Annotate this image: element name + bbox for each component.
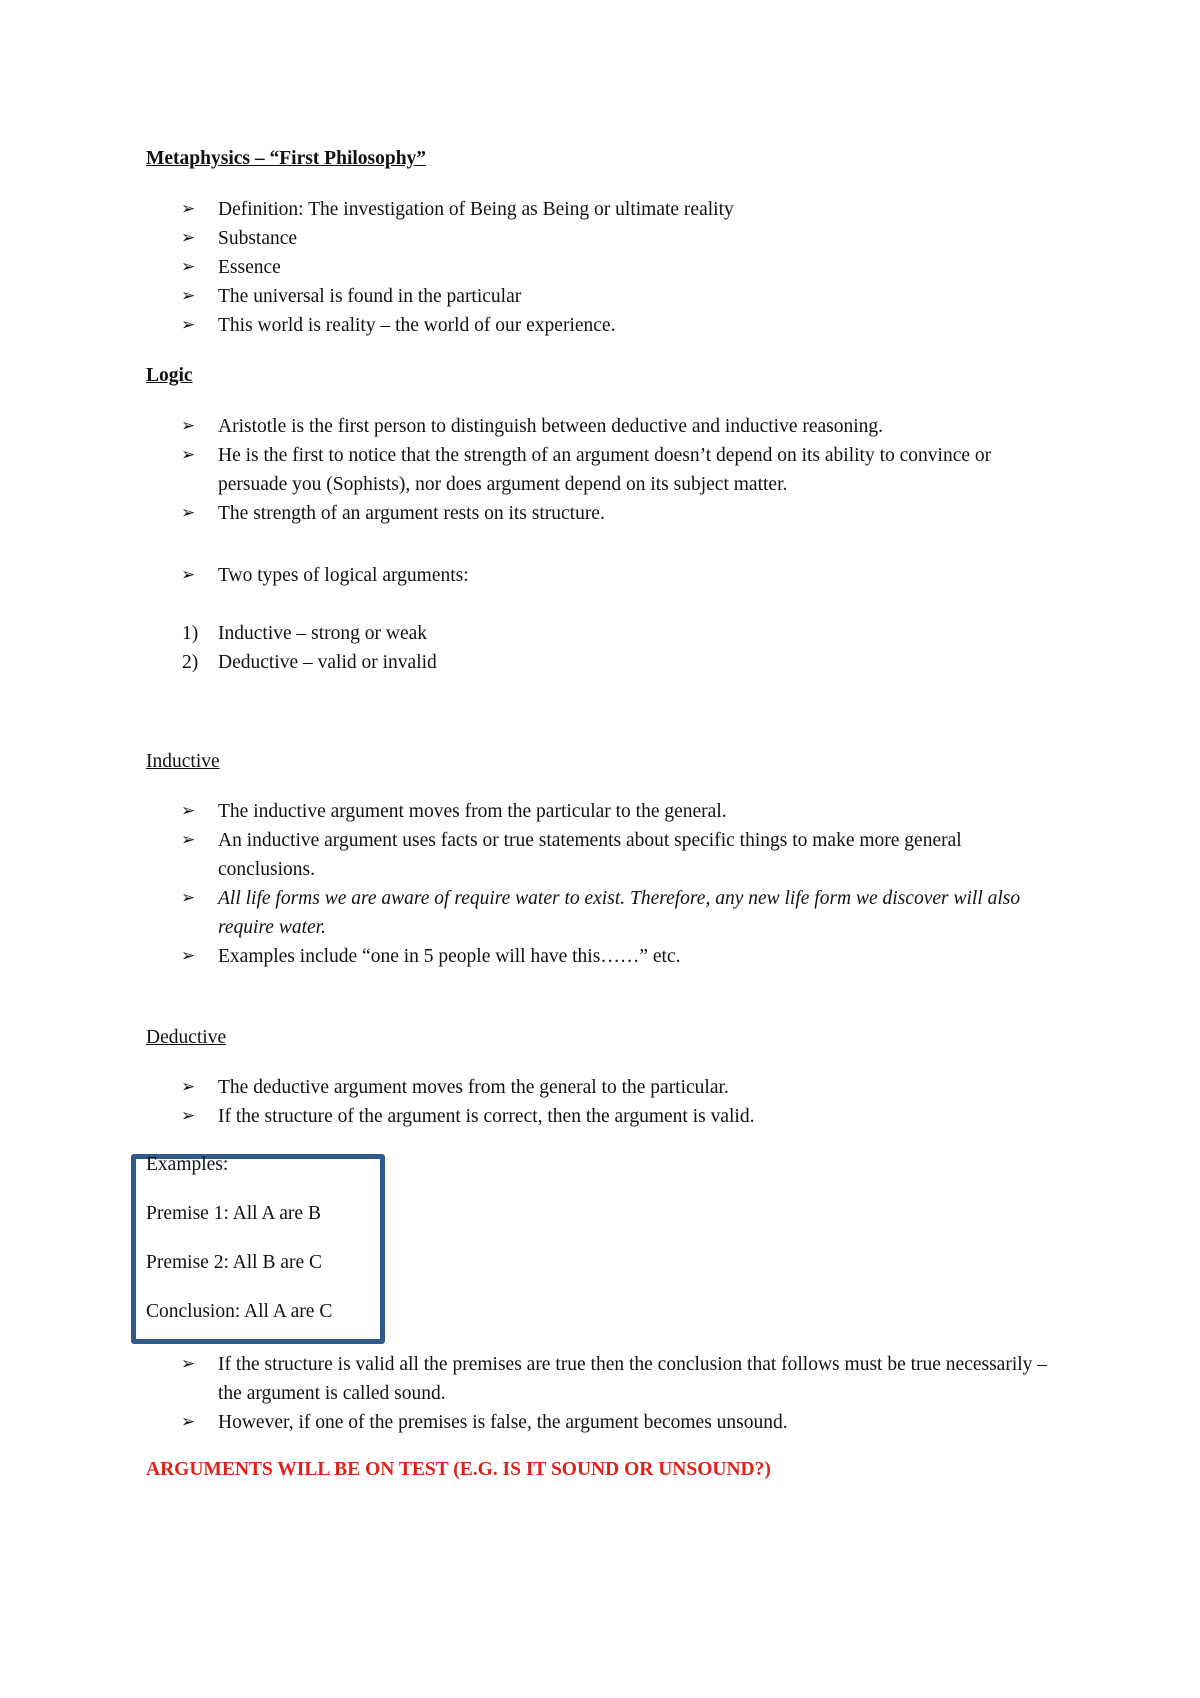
list-item (0, 1350, 1058, 1408)
deductive-after-list (0, 1350, 1058, 1437)
list-item-text: An inductive argument uses facts or true statements about specific things to make more general conclusions. (218, 830, 962, 880)
list-item-text: Substance (218, 228, 298, 249)
deductive-list (0, 1073, 1058, 1131)
arrow-bullet-icon: ➢ (181, 1354, 196, 1374)
premise-2: Premise 2: All B are C (146, 1252, 323, 1273)
logic-list (0, 412, 1058, 528)
list-item-text: The strength of an argument rests on its structure. (218, 503, 605, 524)
list-item-text: However, if one of the premises is false, the argument becomes unsound. (218, 1412, 788, 1433)
list-item-text: The inductive argument moves from the particular to the general. (218, 801, 727, 822)
arrow-bullet-icon: ➢ (181, 228, 196, 248)
list-item-text: The universal is found in the particular (218, 286, 522, 307)
list-item (0, 561, 1058, 590)
examples-label: Examples: (146, 1154, 229, 1175)
logic-numbered-list (0, 619, 1058, 677)
list-item (0, 884, 1058, 942)
arrow-bullet-icon: ➢ (181, 416, 196, 436)
logic-types-list (0, 561, 1058, 590)
arrow-bullet-icon: ➢ (181, 199, 196, 219)
conclusion: Conclusion: All A are C (146, 1301, 333, 1322)
logic-heading: Logic (146, 365, 193, 386)
list-item-text: If the structure of the argument is correct, then the argument is valid. (218, 1106, 755, 1127)
list-item (0, 826, 1058, 884)
arrow-bullet-icon: ➢ (181, 1106, 196, 1126)
arrow-bullet-icon: ➢ (181, 315, 196, 335)
arrow-bullet-icon: ➢ (181, 1077, 196, 1097)
example-italic-text: All life forms we are aware of require water to exist. Therefore, any new life form we discover will also require water. (218, 888, 1021, 938)
arrow-bullet-icon: ➢ (181, 1412, 196, 1432)
list-item (0, 499, 1058, 528)
inductive-heading: Inductive (146, 751, 220, 772)
arrow-bullet-icon: ➢ (181, 565, 196, 585)
numbered-item (0, 619, 1058, 648)
item-number: 2) (182, 652, 199, 673)
list-item-text: Definition: The investigation of Being as Being or ultimate reality (218, 199, 734, 220)
list-item (0, 224, 1058, 253)
list-item-text: If the structure is valid all the premises are true then the conclusion that follows must be true necessarily – the argument is called sound. (218, 1354, 1048, 1404)
item-number: 1) (182, 623, 199, 644)
list-item (0, 1408, 1058, 1437)
list-item (0, 797, 1058, 826)
inductive-list (0, 797, 1058, 971)
list-item-text: Aristotle is the first person to distinguish between deductive and inductive reasoning. (218, 416, 884, 437)
list-item (0, 412, 1058, 441)
metaphysics-list (0, 195, 1058, 340)
list-item (0, 1073, 1058, 1102)
list-item-text: Inductive – strong or weak (218, 623, 428, 644)
list-item (0, 441, 1058, 499)
list-item-text: Deductive – valid or invalid (218, 652, 437, 673)
list-item-text: He is the first to notice that the strength of an argument doesn’t depend on its ability to convince or persuade you (Sophists), nor does argument depend on its subject matter. (218, 445, 992, 495)
list-item (0, 282, 1058, 311)
list-item (0, 311, 1058, 340)
arrow-bullet-icon: ➢ (181, 286, 196, 306)
list-item-text: This world is reality – the world of our experience. (218, 315, 616, 336)
numbered-item (0, 648, 1058, 677)
arrow-bullet-icon: ➢ (181, 503, 196, 523)
arrow-bullet-icon: ➢ (181, 257, 196, 277)
premise-1: Premise 1: All A are B (146, 1203, 321, 1224)
list-item-text: Essence (218, 257, 281, 278)
list-item-text: Two types of logical arguments: (218, 565, 469, 586)
list-item-text: Examples include “one in 5 people will have this……” etc. (218, 946, 681, 967)
arrow-bullet-icon: ➢ (181, 801, 196, 821)
list-item (0, 942, 1058, 971)
test-warning: ARGUMENTS WILL BE ON TEST (E.G. IS IT SOUND OR UNSOUND?) (146, 1459, 771, 1480)
arrow-bullet-icon: ➢ (181, 946, 196, 966)
list-item (0, 1102, 1058, 1131)
arrow-bullet-icon: ➢ (181, 830, 196, 850)
arrow-bullet-icon: ➢ (181, 888, 196, 908)
list-item-text: The deductive argument moves from the general to the particular. (218, 1077, 729, 1098)
metaphysics-heading: Metaphysics – “First Philosophy” (146, 148, 427, 169)
arrow-bullet-icon: ➢ (181, 445, 196, 465)
deductive-heading: Deductive (146, 1027, 227, 1048)
list-item (0, 195, 1058, 224)
list-item (0, 253, 1058, 282)
